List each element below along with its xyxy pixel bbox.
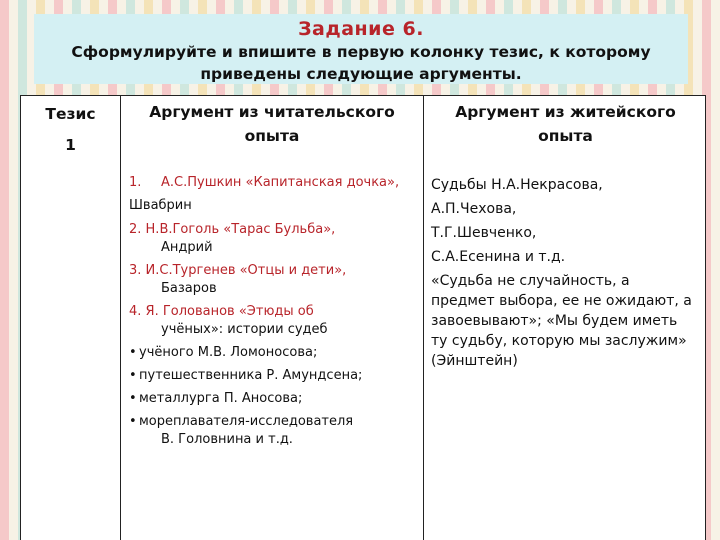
life-argument-line: Т.Г.Шевченко, bbox=[431, 225, 537, 241]
thesis-column bbox=[21, 96, 121, 540]
life-column-header: Аргумент из житейского опыта bbox=[455, 103, 676, 145]
life-argument-quote: «Судьба не случайность, а предмет выбора, ее не ожидают, а завоевывают»; «Мы будем иметь ту судьбу, которую мы заслужим» (Эйнштейн) bbox=[431, 273, 692, 369]
life-arguments bbox=[431, 175, 697, 371]
bullet-text: мореплавателя-исследователя bbox=[139, 414, 354, 429]
list-item bbox=[129, 174, 417, 192]
task-instructions: Сформулируйте и впишите в первую колонку тезис, к которому приведены следующие аргументы. bbox=[71, 43, 651, 83]
list-item-text: А.С.Пушкин «Капитанская дочка», bbox=[161, 175, 400, 190]
bullet-item bbox=[129, 390, 417, 408]
bullet-text: путешественника Р. Амундсена; bbox=[139, 368, 363, 383]
list-item-number: 1. bbox=[129, 175, 142, 190]
bullet-marker: • bbox=[129, 414, 137, 429]
reading-arguments-list bbox=[129, 174, 417, 454]
list-item bbox=[129, 303, 417, 339]
list-item-text: 4. Я. Голованов «Этюды об bbox=[129, 304, 314, 319]
bullet-text: металлурга П. Аносова; bbox=[139, 391, 303, 406]
list-item-character: Андрий bbox=[161, 240, 213, 255]
life-argument-line: Судьбы Н.А.Некрасова, bbox=[431, 177, 603, 193]
bullet-marker: • bbox=[129, 391, 137, 406]
list-item-character: Базаров bbox=[161, 281, 217, 296]
list-item-text: 2. Н.В.Гоголь «Тарас Бульба», bbox=[129, 222, 336, 237]
list-item bbox=[129, 221, 417, 257]
life-argument-line: А.П.Чехова, bbox=[431, 201, 517, 217]
list-item bbox=[129, 262, 417, 298]
list-item-text-continued: учёных»: истории судеб bbox=[161, 322, 328, 337]
life-experience-column bbox=[424, 96, 707, 540]
arguments-table bbox=[20, 95, 706, 540]
task-header bbox=[34, 14, 688, 84]
reading-experience-column bbox=[121, 96, 424, 540]
bullet-item bbox=[129, 413, 417, 449]
bullet-text: учёного М.В. Ломоносова; bbox=[139, 345, 318, 360]
list-item-character: Швабрин bbox=[129, 198, 192, 213]
bullet-item bbox=[129, 344, 417, 362]
thesis-header-label: Тезис bbox=[45, 105, 96, 123]
bullet-text-continued: В. Головнина и т.д. bbox=[161, 432, 293, 447]
bullet-item bbox=[129, 367, 417, 385]
list-item-text: 3. И.С.Тургенев «Отцы и дети», bbox=[129, 263, 347, 278]
bullet-marker: • bbox=[129, 368, 137, 383]
thesis-header-number: 1 bbox=[65, 136, 76, 154]
bullet-marker: • bbox=[129, 345, 137, 360]
thesis-column-header bbox=[21, 96, 120, 157]
task-title: Задание 6. bbox=[298, 18, 424, 40]
life-argument-line: С.А.Есенина и т.д. bbox=[431, 249, 566, 265]
reading-column-header: Аргумент из читательского опыта bbox=[149, 103, 395, 145]
